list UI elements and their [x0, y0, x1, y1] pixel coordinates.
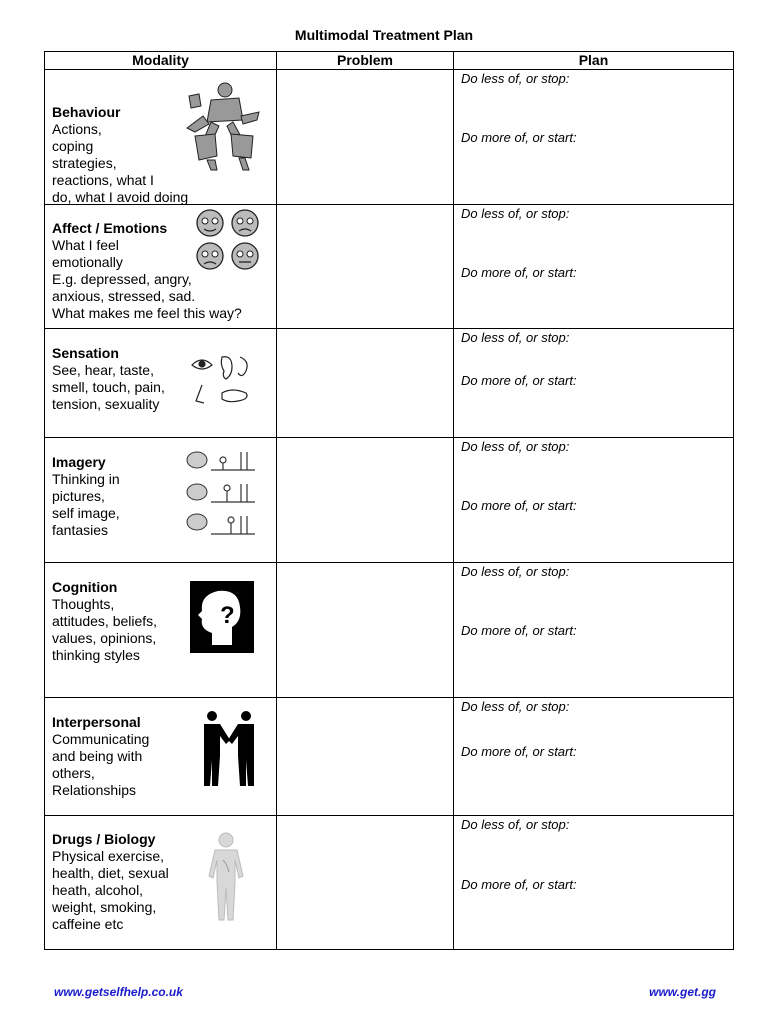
plan-less-label: Do less of, or stop: [461, 699, 570, 714]
modality-desc: attitudes, beliefs, [52, 613, 158, 629]
plan-cell[interactable] [454, 205, 734, 329]
modality-desc: coping [52, 138, 94, 154]
imagery-icon [183, 448, 257, 538]
problem-cell[interactable] [277, 816, 454, 950]
plan-less-label: Do less of, or stop: [461, 817, 570, 832]
modality-desc: and being with [52, 748, 143, 764]
modality-title: Behaviour [52, 104, 121, 120]
svg-text:?: ? [220, 602, 235, 629]
table-row [45, 329, 734, 438]
modality-desc: E.g. depressed, angry, [52, 271, 192, 287]
modality-title: Sensation [52, 345, 119, 361]
modality-cell [45, 816, 277, 950]
plan-cell[interactable] [454, 563, 734, 698]
behaviour-illustration [181, 76, 265, 172]
header-problem: Problem [277, 52, 454, 70]
plan-cell[interactable] [454, 698, 734, 816]
plan-less-label: Do less of, or stop: [461, 330, 570, 345]
plan-cell[interactable] [454, 816, 734, 950]
modality-desc: Thinking in [52, 471, 120, 487]
plan-more-label: Do more of, or start: [461, 130, 577, 145]
problem-cell[interactable] [277, 563, 454, 698]
plan-more-label: Do more of, or start: [461, 373, 577, 388]
footer-link-right[interactable]: www.get.gg [649, 985, 716, 999]
header-row [45, 52, 734, 70]
modality-cell [45, 563, 277, 698]
plan-cell[interactable] [454, 70, 734, 205]
plan-cell[interactable] [454, 438, 734, 563]
plan-less-label: Do less of, or stop: [461, 206, 570, 221]
plan-more-label: Do more of, or start: [461, 877, 577, 892]
modality-title: Imagery [52, 454, 106, 470]
modality-title: Affect / Emotions [52, 220, 168, 236]
modality-title: Drugs / Biology [52, 831, 156, 847]
modality-desc: What makes me feel this way? [52, 305, 242, 321]
modality-cell [45, 70, 277, 205]
problem-cell[interactable] [277, 329, 454, 438]
modality-desc: reactions, what I [52, 172, 154, 188]
modality-desc: heath, alcohol, [52, 882, 144, 898]
modality-cell [45, 205, 277, 329]
plan-more-label: Do more of, or start: [461, 265, 577, 280]
table-row [45, 698, 734, 816]
problem-cell[interactable] [277, 438, 454, 563]
modality-cell [45, 438, 277, 563]
plan-more-label: Do more of, or start: [461, 498, 577, 513]
modality-desc: health, diet, sexual [52, 865, 169, 881]
modality-desc: What I feel [52, 237, 119, 253]
footer-link-left[interactable]: www.getselfhelp.co.uk [54, 985, 183, 999]
head-question-icon [190, 581, 254, 653]
modality-title: Interpersonal [52, 714, 141, 730]
modality-desc: See, hear, taste, [52, 362, 154, 378]
modality-desc: tension, sexuality [52, 396, 160, 412]
faces-emotions-icon [194, 208, 264, 272]
plan-more-label: Do more of, or start: [461, 623, 577, 638]
modality-desc: caffeine etc [52, 916, 124, 932]
problem-cell[interactable] [277, 205, 454, 329]
modality-desc: pictures, [52, 488, 105, 504]
table-row [45, 563, 734, 698]
modality-cell [45, 698, 277, 816]
plan-cell[interactable] [454, 329, 734, 438]
table-row [45, 438, 734, 563]
modality-desc: smell, touch, pain, [52, 379, 165, 395]
modality-desc: strategies, [52, 155, 117, 171]
modality-desc: Communicating [52, 731, 150, 747]
plan-more-label: Do more of, or start: [461, 744, 577, 759]
modality-cell [45, 329, 277, 438]
table-row [45, 205, 734, 329]
modality-desc: thinking styles [52, 647, 140, 663]
modality-desc: Actions, [52, 121, 102, 137]
senses-icon [188, 353, 258, 413]
plan-less-label: Do less of, or stop: [461, 71, 570, 86]
modality-desc: do, what I avoid doing [52, 189, 189, 205]
modality-desc: emotionally [52, 254, 123, 270]
treatment-plan-table [44, 51, 734, 950]
table-row [45, 816, 734, 950]
modality-title: Cognition [52, 579, 118, 595]
header-modality: Modality [45, 52, 277, 70]
modality-desc: others, [52, 765, 95, 781]
plan-less-label: Do less of, or stop: [461, 439, 570, 454]
plan-less-label: Do less of, or stop: [461, 564, 570, 579]
human-body-icon [199, 832, 253, 922]
modality-desc: values, opinions, [52, 630, 157, 646]
handshake-icon [200, 710, 258, 790]
modality-desc: Thoughts, [52, 596, 115, 612]
modality-desc: self image, [52, 505, 120, 521]
problem-cell[interactable] [277, 698, 454, 816]
modality-desc: weight, smoking, [52, 899, 157, 915]
modality-desc: fantasies [52, 522, 109, 538]
table-row [45, 70, 734, 205]
page-title: Multimodal Treatment Plan [294, 27, 474, 43]
problem-cell[interactable] [277, 70, 454, 205]
modality-desc: Physical exercise, [52, 848, 165, 864]
header-plan: Plan [454, 52, 734, 70]
modality-desc: anxious, stressed, sad. [52, 288, 196, 304]
modality-desc: Relationships [52, 782, 137, 798]
